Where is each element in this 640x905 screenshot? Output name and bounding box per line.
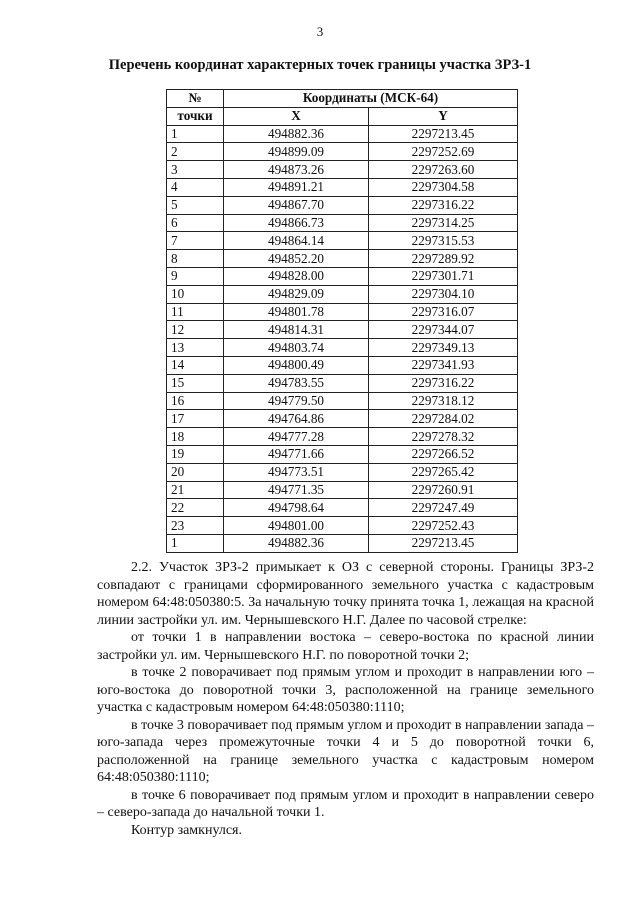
table-row xyxy=(167,321,518,339)
x-coordinate-cell: 494773.51 xyxy=(224,463,369,481)
x-coordinate-cell: 494899.09 xyxy=(224,143,369,161)
paragraph: в точке 3 поворачивает под прямым углом и проходит в направлении запада – юго-запада через промежуточные точки 4 и 5 до поворотной точки 6, расположенной на границе земельного участка с кадастровым номером 64:48:050380:1110; xyxy=(97,717,594,785)
y-coordinate-cell: 2297316.22 xyxy=(369,196,518,214)
point-number-cell: 1 xyxy=(167,125,224,143)
y-coordinate-cell: 2297318.12 xyxy=(369,392,518,410)
y-coordinate-cell: 2297304.58 xyxy=(369,178,518,196)
point-number-cell: 3 xyxy=(167,161,224,179)
page-number: 3 xyxy=(316,24,324,39)
y-coordinate-cell: 2297278.32 xyxy=(369,428,518,446)
x-coordinate-cell: 494829.09 xyxy=(224,285,369,303)
y-coordinate-cell: 2297316.07 xyxy=(369,303,518,321)
point-number-cell: 13 xyxy=(167,339,224,357)
x-coordinate-cell: 494852.20 xyxy=(224,250,369,268)
table-body xyxy=(167,125,518,552)
x-coordinate-cell: 494801.00 xyxy=(224,517,369,535)
body-text xyxy=(97,559,594,839)
header-point-number: № xyxy=(167,90,224,108)
point-number-cell: 2 xyxy=(167,143,224,161)
header-y: Y xyxy=(369,107,518,125)
point-number-cell: 22 xyxy=(167,499,224,517)
y-coordinate-cell: 2297284.02 xyxy=(369,410,518,428)
table-row xyxy=(167,410,518,428)
table-row xyxy=(167,445,518,463)
point-number-cell: 9 xyxy=(167,267,224,285)
x-coordinate-cell: 494800.49 xyxy=(224,356,369,374)
y-coordinate-cell: 2297314.25 xyxy=(369,214,518,232)
table-row xyxy=(167,214,518,232)
x-coordinate-cell: 494771.66 xyxy=(224,445,369,463)
y-coordinate-cell: 2297301.71 xyxy=(369,267,518,285)
paragraph: Контур замкнулся. xyxy=(131,822,242,838)
y-coordinate-cell: 2297344.07 xyxy=(369,321,518,339)
x-coordinate-cell: 494891.21 xyxy=(224,178,369,196)
table-row xyxy=(167,428,518,446)
point-number-cell: 21 xyxy=(167,481,224,499)
point-number-cell: 23 xyxy=(167,517,224,535)
y-coordinate-cell: 2297349.13 xyxy=(369,339,518,357)
y-coordinate-cell: 2297252.69 xyxy=(369,143,518,161)
x-coordinate-cell: 494866.73 xyxy=(224,214,369,232)
point-number-cell: 7 xyxy=(167,232,224,250)
paragraph: 2.2. Участок ЗРЗ-2 примыкает к ОЗ с северной стороны. Границы ЗРЗ-2 совпадают с границами сформированного земельного участка с кадастровым номером 64:48:050380:5. За начальную точку принята точка 1, лежащая на красной линии застройки ул. им. Чернышевского Н.Г. Далее по часовой стрелке: xyxy=(97,560,594,628)
table-row xyxy=(167,463,518,481)
y-coordinate-cell: 2297247.49 xyxy=(369,499,518,517)
table-row xyxy=(167,143,518,161)
point-number-cell: 10 xyxy=(167,285,224,303)
table-row xyxy=(167,196,518,214)
y-coordinate-cell: 2297315.53 xyxy=(369,232,518,250)
point-number-cell: 8 xyxy=(167,250,224,268)
table-row xyxy=(167,285,518,303)
point-number-cell: 1 xyxy=(167,534,224,552)
point-number-cell: 5 xyxy=(167,196,224,214)
y-coordinate-cell: 2297266.52 xyxy=(369,445,518,463)
paragraph: в точке 6 поворачивает под прямым углом и проходит в направлении северо – северо-запада до начальной точки 1. xyxy=(97,787,594,820)
coordinates-table xyxy=(166,89,518,553)
table-row xyxy=(167,392,518,410)
point-number-cell: 6 xyxy=(167,214,224,232)
table-row xyxy=(167,267,518,285)
x-coordinate-cell: 494798.64 xyxy=(224,499,369,517)
y-coordinate-cell: 2297260.91 xyxy=(369,481,518,499)
y-coordinate-cell: 2297316.22 xyxy=(369,374,518,392)
x-coordinate-cell: 494867.70 xyxy=(224,196,369,214)
table-row xyxy=(167,374,518,392)
table-row xyxy=(167,339,518,357)
point-number-cell: 12 xyxy=(167,321,224,339)
x-coordinate-cell: 494801.78 xyxy=(224,303,369,321)
y-coordinate-cell: 2297265.42 xyxy=(369,463,518,481)
x-coordinate-cell: 494764.86 xyxy=(224,410,369,428)
x-coordinate-cell: 494882.36 xyxy=(224,534,369,552)
y-coordinate-cell: 2297341.93 xyxy=(369,356,518,374)
y-coordinate-cell: 2297263.60 xyxy=(369,161,518,179)
y-coordinate-cell: 2297213.45 xyxy=(369,534,518,552)
x-coordinate-cell: 494814.31 xyxy=(224,321,369,339)
table-row xyxy=(167,303,518,321)
paragraph: в точке 2 поворачивает под прямым углом и проходит в направлении юго – юго-востока до поворотной точки 3, расположенной на границе земельного участка с кадастровым номером 64:48:050380:1110; xyxy=(97,665,594,715)
table-row xyxy=(167,232,518,250)
table-row xyxy=(167,499,518,517)
table-row xyxy=(167,517,518,535)
point-number-cell: 19 xyxy=(167,445,224,463)
table-row xyxy=(167,161,518,179)
x-coordinate-cell: 494803.74 xyxy=(224,339,369,357)
x-coordinate-cell: 494779.50 xyxy=(224,392,369,410)
paragraph: от точки 1 в направлении востока – северо-востока по красной линии застройки ул. им. Чернышевского Н.Г. по поворотной точки 2; xyxy=(97,630,594,663)
y-coordinate-cell: 2297304.10 xyxy=(369,285,518,303)
document-title: Перечень координат характерных точек границы участка ЗРЗ-1 xyxy=(108,57,532,73)
x-coordinate-cell: 494771.35 xyxy=(224,481,369,499)
table-row xyxy=(167,178,518,196)
x-coordinate-cell: 494873.26 xyxy=(224,161,369,179)
point-number-cell: 18 xyxy=(167,428,224,446)
x-coordinate-cell: 494777.28 xyxy=(224,428,369,446)
header-point-label: точки xyxy=(167,107,224,125)
table-row xyxy=(167,534,518,552)
table-row xyxy=(167,356,518,374)
point-number-cell: 15 xyxy=(167,374,224,392)
x-coordinate-cell: 494828.00 xyxy=(224,267,369,285)
table-subheader-row xyxy=(167,107,518,125)
point-number-cell: 4 xyxy=(167,178,224,196)
point-number-cell: 20 xyxy=(167,463,224,481)
table-header-row xyxy=(167,90,518,108)
y-coordinate-cell: 2297252.43 xyxy=(369,517,518,535)
x-coordinate-cell: 494783.55 xyxy=(224,374,369,392)
point-number-cell: 16 xyxy=(167,392,224,410)
point-number-cell: 17 xyxy=(167,410,224,428)
table-row xyxy=(167,481,518,499)
header-x: X xyxy=(224,107,369,125)
header-coordinates: Координаты (МСК-64) xyxy=(224,90,518,108)
y-coordinate-cell: 2297289.92 xyxy=(369,250,518,268)
x-coordinate-cell: 494882.36 xyxy=(224,125,369,143)
x-coordinate-cell: 494864.14 xyxy=(224,232,369,250)
point-number-cell: 14 xyxy=(167,356,224,374)
table-row xyxy=(167,125,518,143)
point-number-cell: 11 xyxy=(167,303,224,321)
y-coordinate-cell: 2297213.45 xyxy=(369,125,518,143)
table-row xyxy=(167,250,518,268)
